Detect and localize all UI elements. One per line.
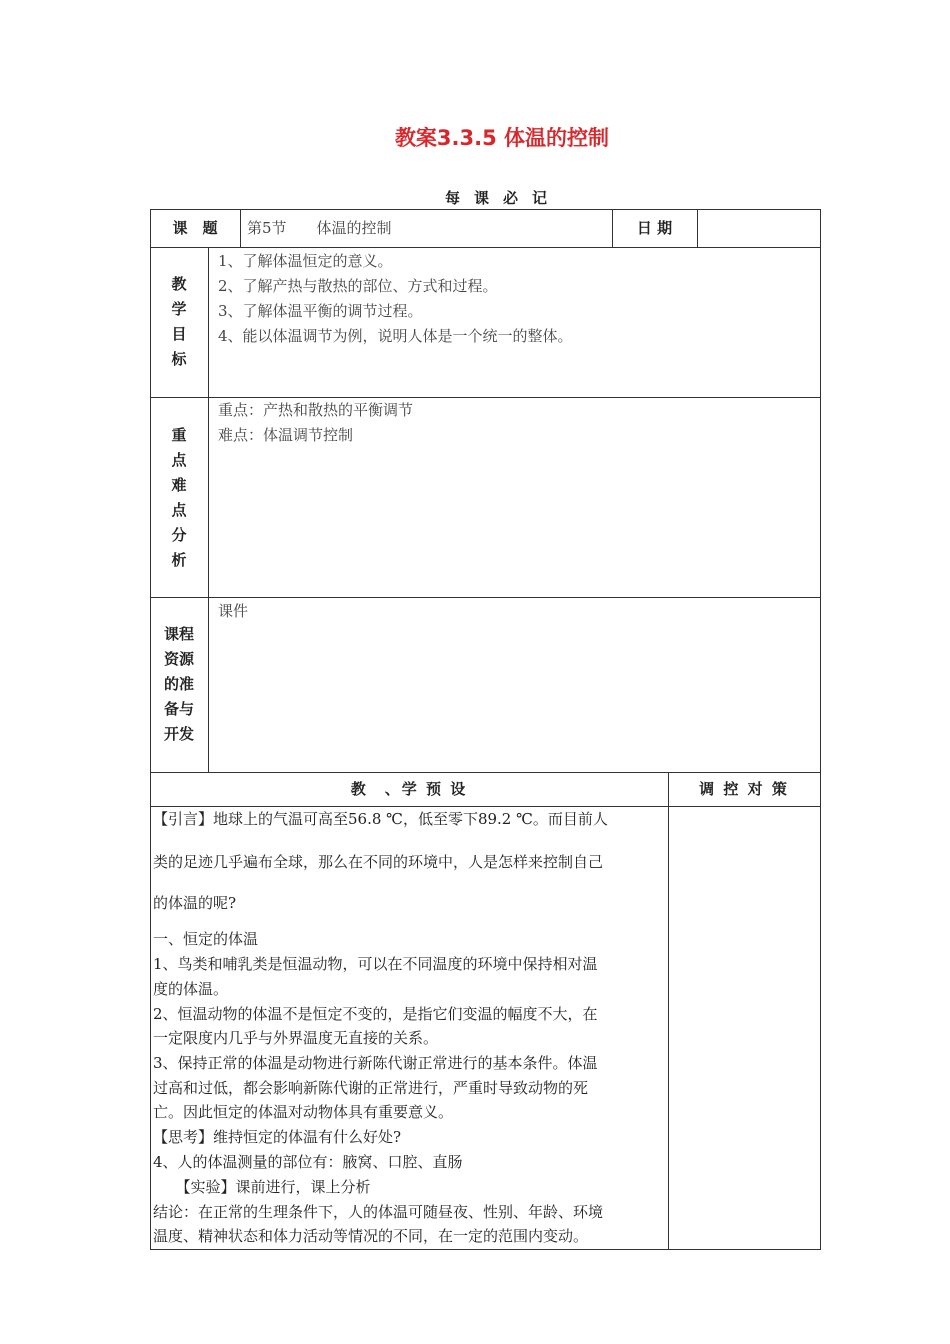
table-border	[668, 772, 669, 1249]
resources-label-line: 备与	[163, 700, 194, 718]
plan-header-left: 教 、学 预 设	[350, 780, 468, 798]
table-border	[150, 772, 821, 773]
content-line: 3、保持正常的体温是动物进行新陈代谢正常进行的基本条件。体温	[153, 1054, 598, 1072]
content-line: 【引言】地球上的气温可高至56.8 ℃，低至零下89.2 ℃。而目前人	[153, 810, 608, 828]
key-points-label-char: 点	[171, 451, 187, 469]
goals-label-char: 学	[171, 300, 187, 318]
table-border	[208, 247, 209, 772]
list-item: 2、了解产热与散热的部位、方式和过程。	[218, 277, 498, 295]
key-points-label-char: 析	[171, 551, 187, 569]
resources-label-line: 课程	[163, 625, 194, 643]
goals-label-char: 标	[171, 350, 187, 368]
key-points-label-char: 分	[171, 526, 187, 544]
list-item: 重点：产热和散热的平衡调节	[218, 401, 414, 419]
list-item: 1、了解体温恒定的意义。	[218, 252, 393, 270]
content-line: 过高和过低，都会影响新陈代谢的正常进行，严重时导致动物的死	[153, 1079, 589, 1097]
content-line: 一、恒定的体温	[153, 930, 259, 948]
topic-label: 课 题	[172, 219, 218, 237]
goals-list	[218, 249, 573, 349]
table-border	[697, 209, 698, 247]
table-border	[820, 209, 821, 1250]
resources-label-line: 资源	[163, 650, 194, 668]
resources-label-line: 开发	[163, 725, 194, 743]
content-line: 温度、精神状态和体力活动等情况的不同，在一定的范围内变动。	[153, 1227, 589, 1245]
key-points-label-char: 难	[171, 476, 187, 494]
document-subtitle: 每课必记	[444, 189, 561, 207]
content-line: 亡。因此恒定的体温对动物体具有重要意义。	[153, 1103, 454, 1121]
date-label: 日 期	[636, 219, 673, 237]
key-points-label	[150, 423, 208, 573]
content-line: 【思考】维持恒定的体温有什么好处?	[153, 1128, 402, 1146]
section-title: 第5节 体温的控制	[247, 219, 392, 237]
list-item: 难点：体温调节控制	[218, 426, 354, 444]
content-line: 结论：在正常的生理条件下，人的体温可随昼夜、性别、年龄、环境	[153, 1203, 604, 1221]
content-line: 4、人的体温测量的部位有：腋窝、口腔、直肠	[153, 1153, 463, 1171]
key-points-label-char: 点	[171, 501, 187, 519]
document-title: 教案3.3.5 体温的控制	[394, 126, 610, 150]
table-border	[150, 806, 821, 807]
list-item: 3、了解体温平衡的调节过程。	[218, 302, 423, 320]
content-line: 一定限度内几乎与外界温度无直接的关系。	[153, 1029, 439, 1047]
resources-label	[150, 622, 208, 747]
content-line: 【实验】课前进行，课上分析	[153, 1178, 371, 1196]
table-border	[150, 209, 821, 210]
content-line: 1、鸟类和哺乳类是恒温动物，可以在不同温度的环境中保持相对温	[153, 955, 598, 973]
resources-value: 课件	[218, 602, 249, 620]
table-border	[150, 1249, 821, 1250]
table-border	[150, 597, 821, 598]
content-line: 2、恒温动物的体温不是恒定不变的，是指它们变温的幅度不大，在	[153, 1005, 598, 1023]
goals-label-char: 教	[171, 275, 187, 293]
list-item: 4、能以体温调节为例，说明人体是一个统一的整体。	[218, 327, 573, 345]
table-border	[240, 209, 241, 247]
goals-label	[150, 272, 208, 372]
content-line: 度的体温。	[153, 980, 229, 998]
content-line: 类的足迹几乎遍布全球，那么在不同的环境中，人是怎样来控制自己	[153, 853, 604, 871]
key-points-label-char: 重	[171, 426, 187, 444]
table-border	[150, 247, 821, 248]
goals-label-char: 目	[171, 325, 187, 343]
content-line: 的体温的呢?	[153, 894, 237, 912]
resources-label-line: 的准	[163, 675, 194, 693]
key-points-list	[218, 398, 413, 448]
plan-header-right: 调 控 对 策	[699, 780, 789, 798]
